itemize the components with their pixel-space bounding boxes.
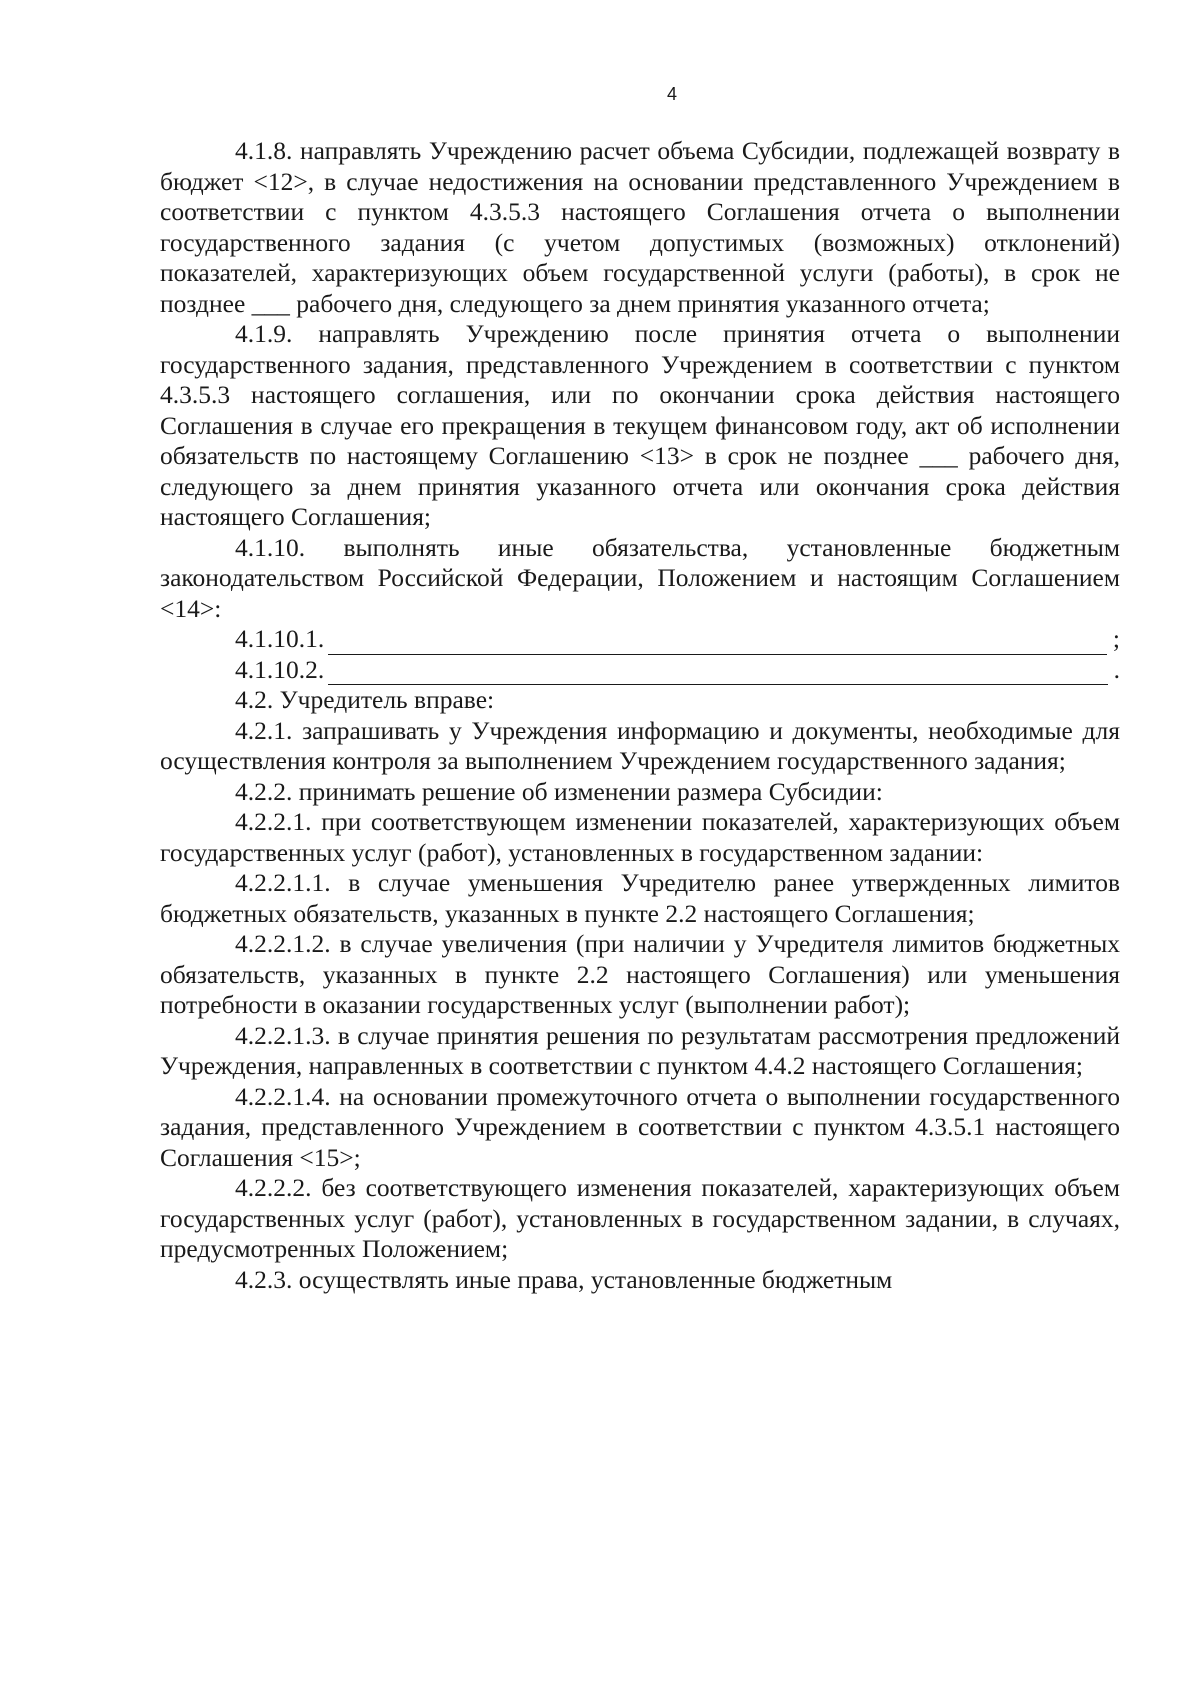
paragraph-4-2: 4.2. Учредитель вправе: (235, 685, 495, 714)
document-body (160, 136, 1120, 1295)
blank-line (328, 662, 1107, 685)
paragraph-4-2-2-1-1: 4.2.2.1.1. в случае уменьшения Учредителю ранее утвержденных лимитов бюджетных обязательств, указанных в пункте 2.2 настоящего Соглашения; (160, 868, 1120, 928)
paragraph-4-2-2-1-4: 4.2.2.1.4. на основании промежуточного отчета о выполнении государственного задания, представленного Учреждением в соответствии с пунктом 4.3.5.1 настоящего Соглашения <15>; (160, 1081, 1120, 1172)
paragraph-4-2-2: 4.2.2. принимать решение об изменении размера Субсидии: (235, 776, 883, 806)
paragraph-4-1-10: 4.1.10. выполнять иные обязательства, установленные бюджетным законодательством Российской Федерации, Положением и настоящим Соглашением <14>: (160, 532, 1120, 623)
fill-line-end: ; (1112, 624, 1120, 653)
paragraph-4-2-3: 4.2.3. осуществлять иные права, установленные бюджетным (235, 1264, 893, 1294)
page-number: 4 (666, 84, 677, 104)
paragraph-4-2-2-1: 4.2.2.1. при соответствующем изменении показателей, характеризующих объем государственных услуг (работ), установленных в государственном задании: (160, 807, 1120, 867)
paragraph-4-1-8: 4.1.8. направлять Учреждению расчет объема Субсидии, подлежащей возврату в бюджет <12>, в случае недостижения на основании представленного Учреждением в соответствии с пунктом 4.3.5.3 настоящего Соглашения отчета о выполнении государственного задания (с учетом допустимых (возможных) отклонений) показателей, характеризующих объем государственной услуги (работы), в срок не позднее ___ рабочего дня, следующего за днем принятия указанного отчета; (160, 136, 1120, 318)
paragraph-4-2-2-2: 4.2.2.2. без соответствующего изменения показателей, характеризующих объем государственных услуг (работ), установленных в государственном задании, в случаях, предусмотренных Положением; (160, 1173, 1120, 1263)
blank-line (328, 632, 1107, 655)
fill-line-4-1-10-2 (160, 655, 1120, 686)
paragraph-4-1-9: 4.1.9. направлять Учреждению после принятия отчета о выполнении государственного задания, представленного Учреждением в соответствии с пунктом 4.3.5.3 настоящего соглашения, или по окончании срока действия настоящего Соглашения в случае его прекращения в текущем финансовом году, акт об исполнении обязательств по настоящему Соглашению <13> в срок не позднее ___ рабочего дня, следующего за днем принятия указанного отчета или окончания срока действия настоящего Соглашения; (160, 319, 1120, 531)
paragraph-4-2-2-1-2: 4.2.2.1.2. в случае увеличения (при наличии у Учредителя лимитов бюджетных обязательств, указанных в пункте 2.2 настоящего Соглашения) или уменьшения потребности в оказании государственных услуг (выполнении работ); (160, 929, 1120, 1019)
fill-line-4-1-10-1 (160, 624, 1120, 655)
fill-line-label: 4.1.10.2. (235, 654, 325, 684)
fill-line-end: . (1113, 654, 1120, 684)
paragraph-4-2-2-1-3: 4.2.2.1.3. в случае принятия решения по результатам рассмотрения предложений Учреждения, направленных в соответствии с пунктом 4.4.2 настоящего Соглашения; (160, 1020, 1120, 1080)
fill-line-label: 4.1.10.1. (235, 624, 325, 653)
paragraph-4-2-1: 4.2.1. запрашивать у Учреждения информацию и документы, необходимые для осуществления контроля за выполнением Учреждением государственного задания; (160, 715, 1120, 775)
